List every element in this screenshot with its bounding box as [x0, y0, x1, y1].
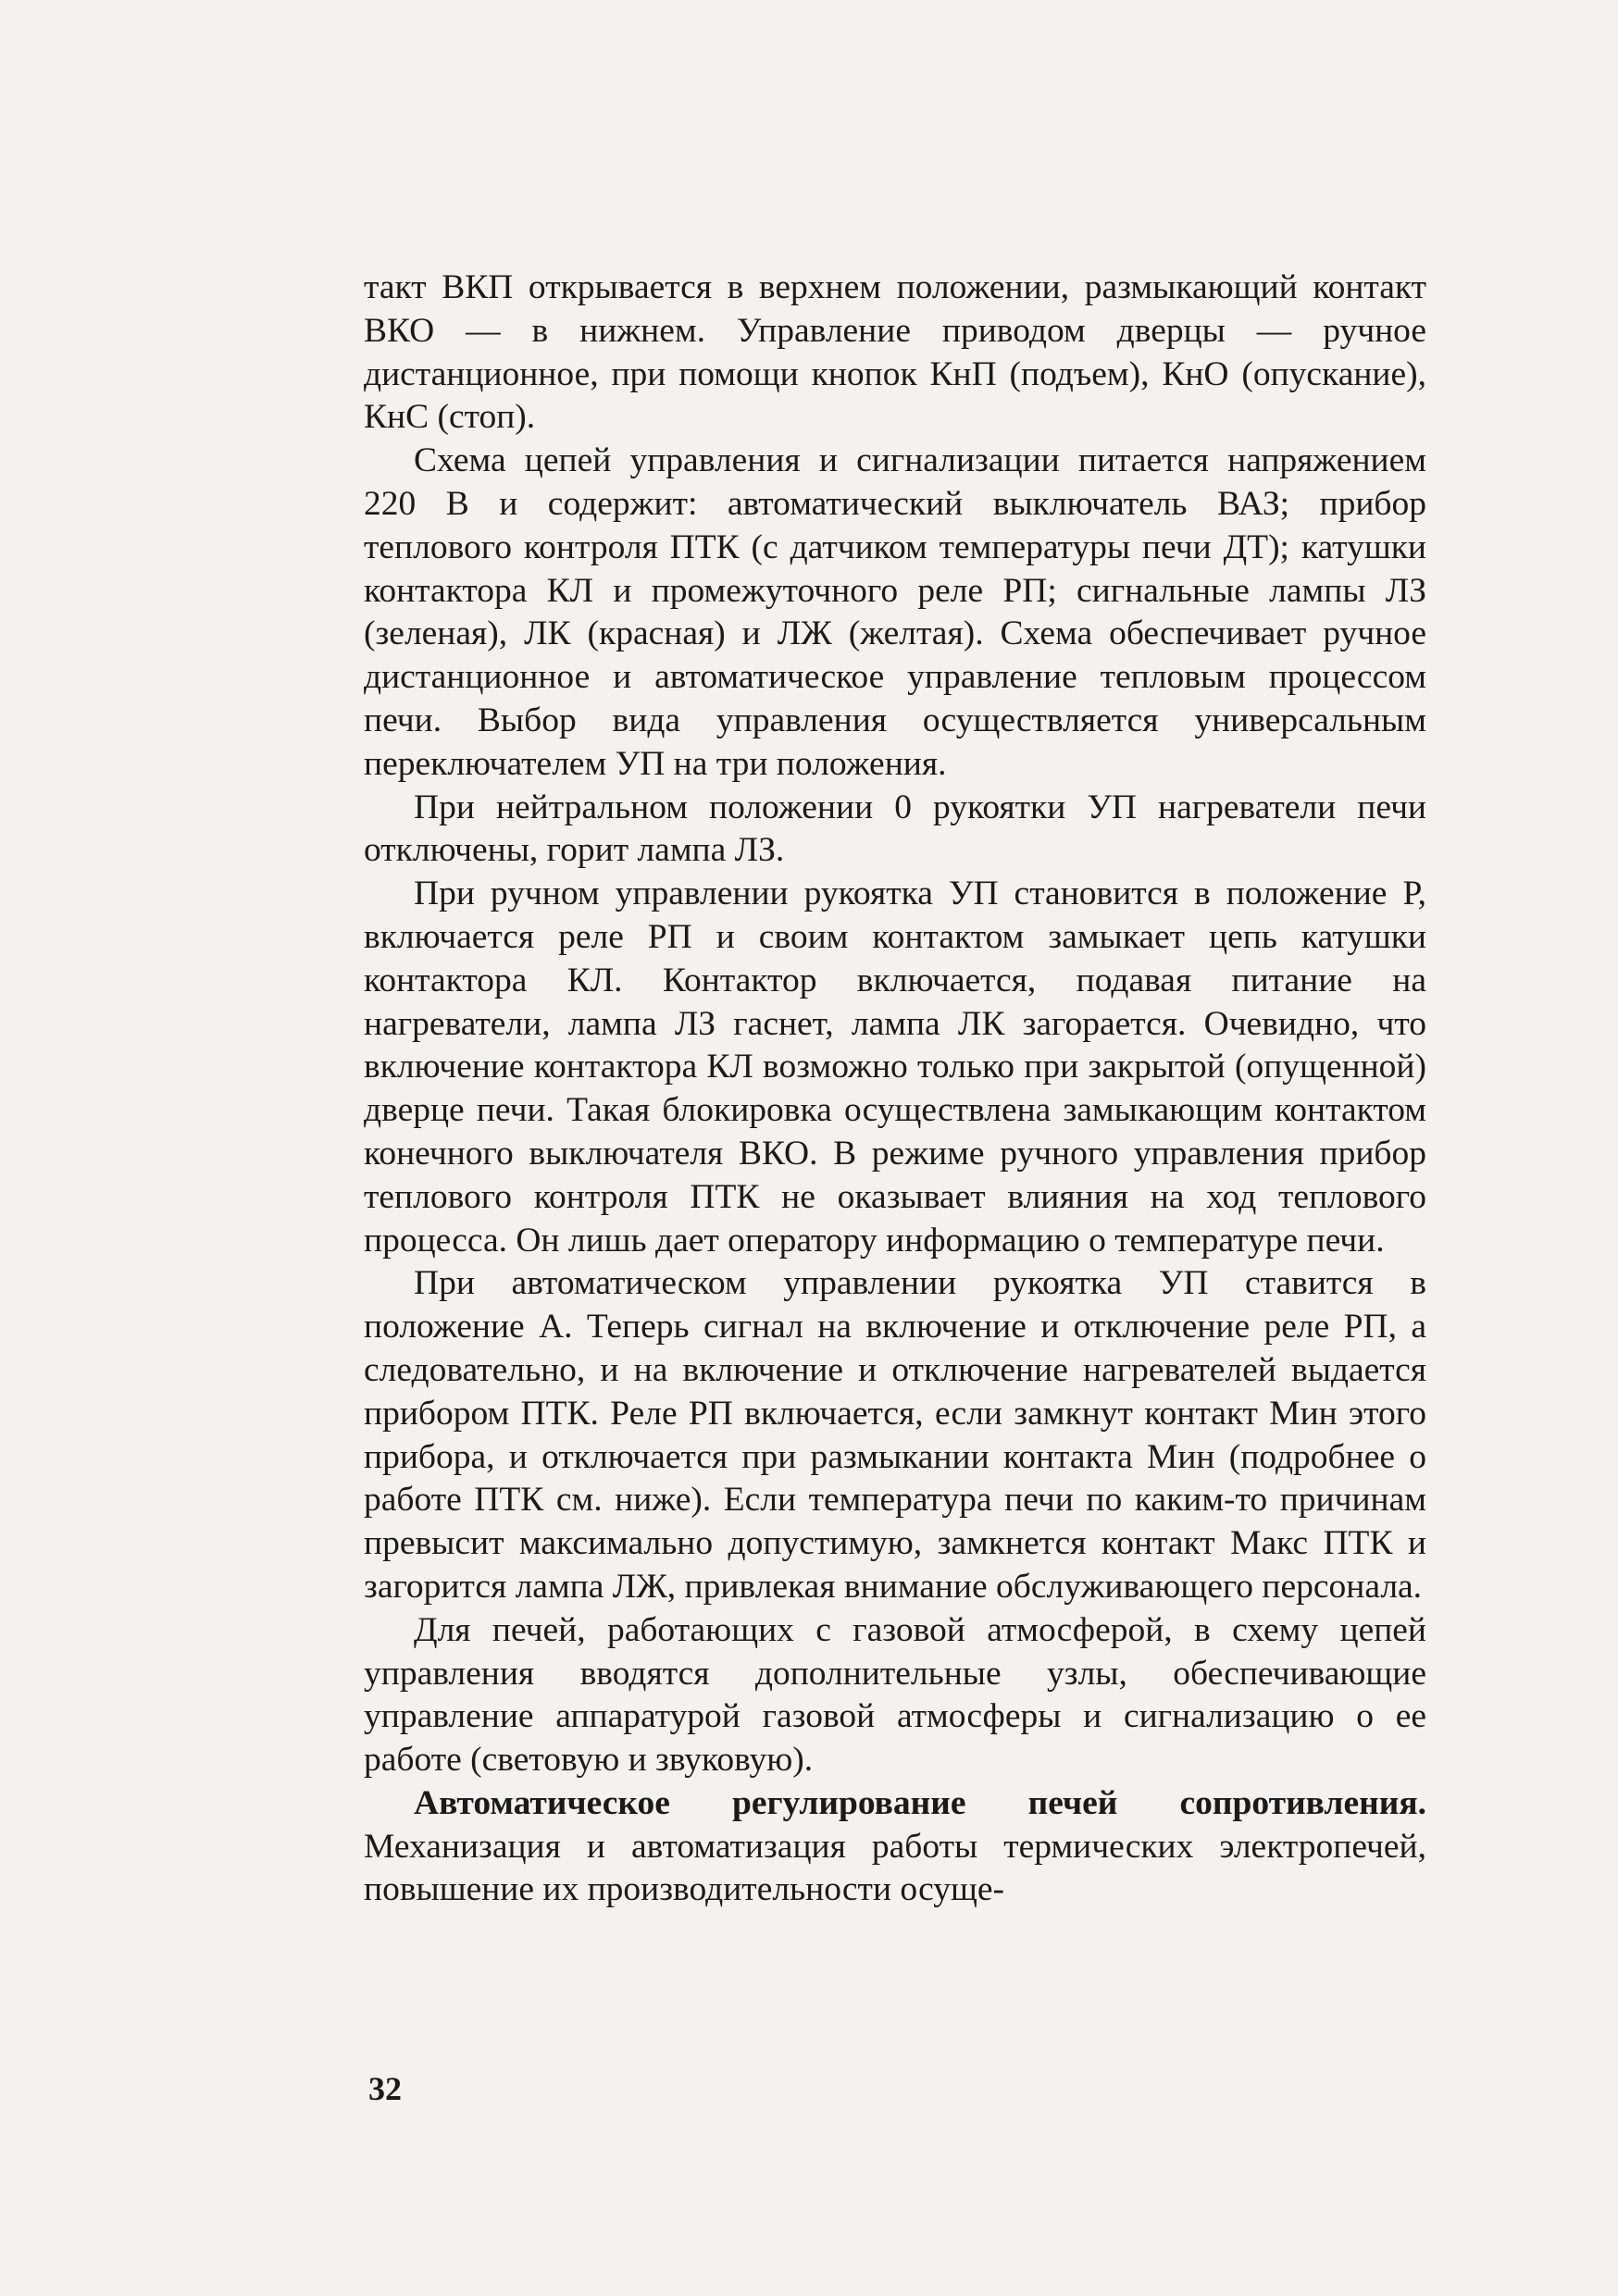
paragraph-4: При ручном управлении рукоятка УП становится в положение Р, включается реле РП и своим контактом замыкает цепь катушки контактора КЛ. Контактор включается, подавая питание на нагреватели, лампа ЛЗ гаснет, лампа ЛК загорается. Очевидно, что включение контактора КЛ возможно только при закрытой (опущенной) дверце печи. Такая блокировка осуществлена замыкающим контактом конечного выключателя ВКО. В режиме ручного управления прибор теплового контроля ПТК не оказывает влияния на ход теплового процесса. Он лишь дает оператору информацию о температуре печи. [364, 875, 1426, 1260]
page-number: 32 [368, 2070, 402, 2107]
body-text [364, 267, 1426, 1912]
section-run-in-heading: Автоматическое регулирование печей сопротивления. [414, 1783, 1426, 1822]
paragraph-7-text: Механизация и автоматизация работы термических электропечей, повышение их производительности осуще- [364, 1827, 1426, 1909]
paragraph-5: При автоматическом управлении рукоятка УП ставится в положение А. Теперь сигнал на включение и отключение реле РП, а следовательно, и на включение и отключение нагревателей выдается прибором ПТК. Реле РП включается, если замкнут контакт Мин этого прибора, и отключается при размыкании контакта Мин (подробнее о работе ПТК см. ниже). Если температура печи по каким-то причинам превысит максимально допустимую, замкнется контакт Макс ПТК и загорится лампа ЛЖ, привлекая внимание обслуживающего персонала. [364, 1264, 1426, 1606]
paragraph-3: При нейтральном положении 0 рукоятки УП нагреватели печи отключены, горит лампа ЛЗ. [364, 788, 1426, 870]
paragraph-7 [364, 1782, 1426, 1912]
paragraph-1: такт ВКП открывается в верхнем положении, размыкающий контакт ВКО — в нижнем. Управление приводом дверцы — ручное дистанционное, при помощи кнопок КнП (подъем), КнО (опускание), КнС (стоп). [364, 268, 1426, 437]
paragraph-2: Схема цепей управления и сигнализации питается напряжением 220 В и содержит: автоматический выключатель ВАЗ; прибор теплового контроля ПТК (с датчиком температуры печи ДТ); катушки контактора КЛ и промежуточного реле РП; сигнальные лампы ЛЗ (зеленая), ЛК (красная) и ЛЖ (желтая). Схема обеспечивает ручное дистанционное и автоматическое управление тепловым процессом печи. Выбор вида управления осуществляется универсальным переключателем УП на три положения. [364, 441, 1426, 783]
paragraph-6: Для печей, работающих с газовой атмосферой, в схему цепей управления вводятся дополнительные узлы, обеспечивающие управление аппаратурой газовой атмосферы и сигнализацию о ее работе (световую и звуковую). [364, 1610, 1426, 1780]
